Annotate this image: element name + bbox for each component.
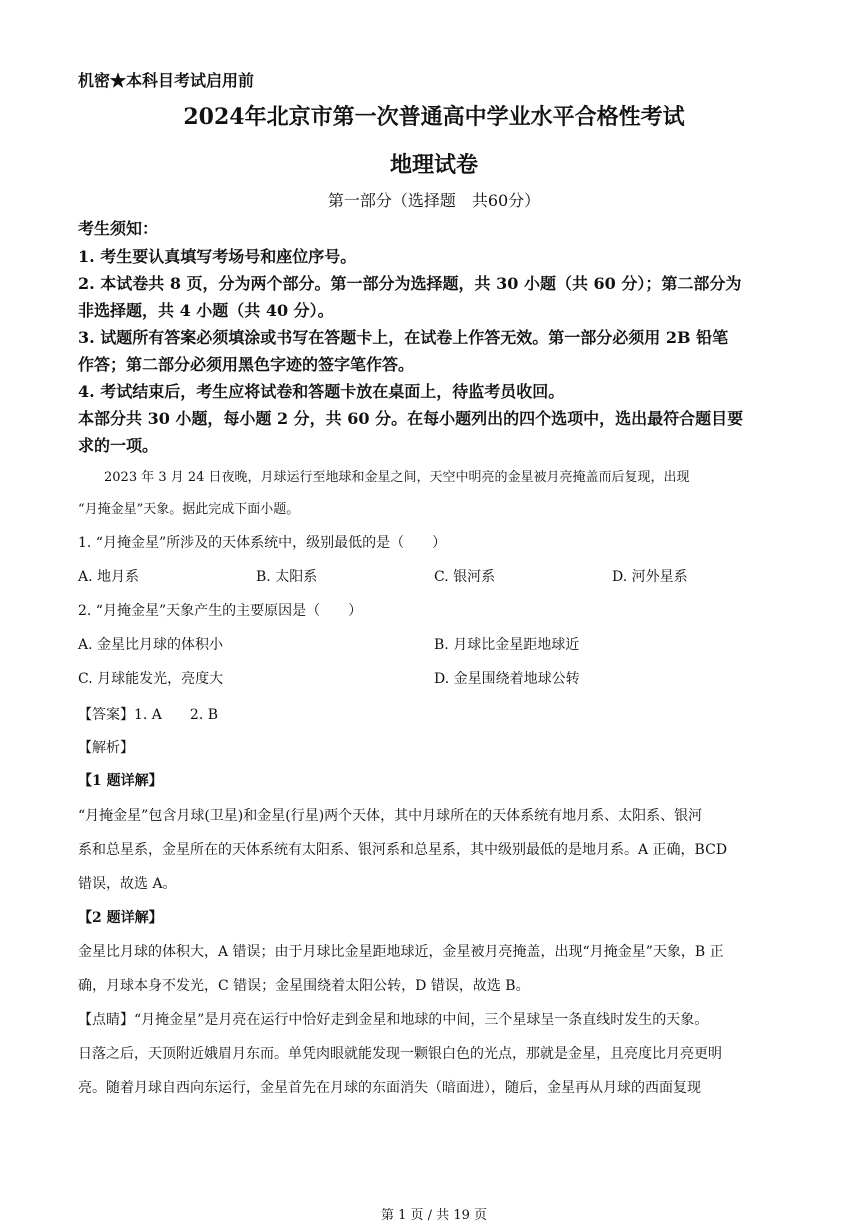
notice-item: 2. 本试卷共 8 页，分为两个部分。第一部分为选择题，共 30 小题（共 60 分）；第二部分为	[78, 274, 742, 293]
detail-2-heading: 【2 题详解】	[78, 910, 163, 926]
q1-option-c: C. 银河系	[434, 569, 496, 585]
detail-2-line: 确，月球本身不发光，C 错误；金星围绕着太阳公转，D 错误，故选 B。	[78, 978, 530, 994]
tip-line: 【点睛】“月掩金星”是月亮在运行中恰好走到金星和地球的中间，三个星球呈一条直线时发生的天象。	[78, 1012, 709, 1028]
page-footer: 第 1 页 / 共 19 页	[381, 1208, 487, 1223]
notice-item: 3. 试题所有答案必须填涂或书写在答题卡上，在试卷上作答无效。第一部分必须用 2B 铅笔	[78, 328, 729, 347]
notice-item: 本部分共 30 小题，每小题 2 分，共 60 分。在每小题列出的四个选项中，选出最符合题目要	[78, 409, 744, 428]
q1-option-a: A. 地月系	[78, 569, 140, 585]
confidential-label: 机密★本科目考试启用前	[78, 71, 255, 90]
question-1-stem: 1. “月掩金星”所涉及的天体系统中，级别最低的是（ ）	[78, 535, 447, 551]
analysis-heading: 【解析】	[78, 740, 134, 756]
q1-option-b: B. 太阳系	[256, 569, 318, 585]
detail-1-line: 系和总星系，金星所在的天体系统有太阳系、银河系和总星系，其中级别最低的是地月系。A 正确，BCD	[78, 842, 728, 858]
tip-line: 日落之后，天顶附近娥眉月东而。单凭肉眼就能发现一颗银白色的光点，那就是金星，且亮度比月亮更明	[78, 1046, 722, 1062]
exam-title: 2024年北京市第一次普通高中学业水平合格性考试	[183, 104, 685, 130]
q2-option-c: C. 月球能发光，亮度大	[78, 671, 224, 687]
answer-label: 【答案】	[78, 707, 134, 723]
detail-1-line: 错误，故选 A。	[78, 876, 177, 892]
q2-option-d: D. 金星围绕着地球公转	[434, 671, 580, 687]
notice-item: 非选择题，共 4 小题（共 40 分）。	[78, 301, 334, 320]
tip-line: 亮。随着月球自西向东运行，金星首先在月球的东面消失（暗面进），随后，金星再从月球的西面复现	[78, 1080, 701, 1096]
q2-option-a: A. 金星比月球的体积小	[78, 637, 224, 653]
detail-1-heading: 【1 题详解】	[78, 773, 163, 789]
detail-2-line: 金星比月球的体积大，A 错误；由于月球比金星距地球近，金星被月亮掩盖，出现“月掩金星”天象，B 正	[78, 944, 724, 960]
exam-subtitle: 地理试卷	[389, 152, 478, 178]
part-heading: 第一部分（选择题 共60分）	[327, 191, 541, 210]
notice-item: 求的一项。	[78, 436, 159, 455]
answer-values: 1. A 2. B	[134, 707, 219, 723]
q1-option-d: D. 河外星系	[612, 569, 688, 585]
notice-item: 作答；第二部分必须用黑色字迹的签字笔作答。	[78, 355, 415, 374]
intro-line: “月掩金星”天象。据此完成下面小题。	[78, 502, 300, 517]
notice-item: 4. 考试结束后，考生应将试卷和答题卡放在桌面上，待监考员收回。	[78, 382, 565, 401]
notice-heading: 考生须知：	[78, 219, 159, 238]
intro-line: 2023 年 3 月 24 日夜晚，月球运行至地球和金星之间，天空中明亮的金星被月亮掩盖而后复现，出现	[104, 470, 690, 485]
question-2-stem: 2. “月掩金星”天象产生的主要原因是（ ）	[78, 603, 363, 619]
q2-option-b: B. 月球比金星距地球近	[434, 637, 580, 653]
detail-1-line: “月掩金星”包含月球(卫星)和金星(行星)两个天体，其中月球所在的天体系统有地月系、太阳系、银河	[78, 808, 703, 824]
notice-item: 1. 考生要认真填写考场号和座位序号。	[78, 247, 357, 266]
answer-row	[78, 704, 218, 724]
